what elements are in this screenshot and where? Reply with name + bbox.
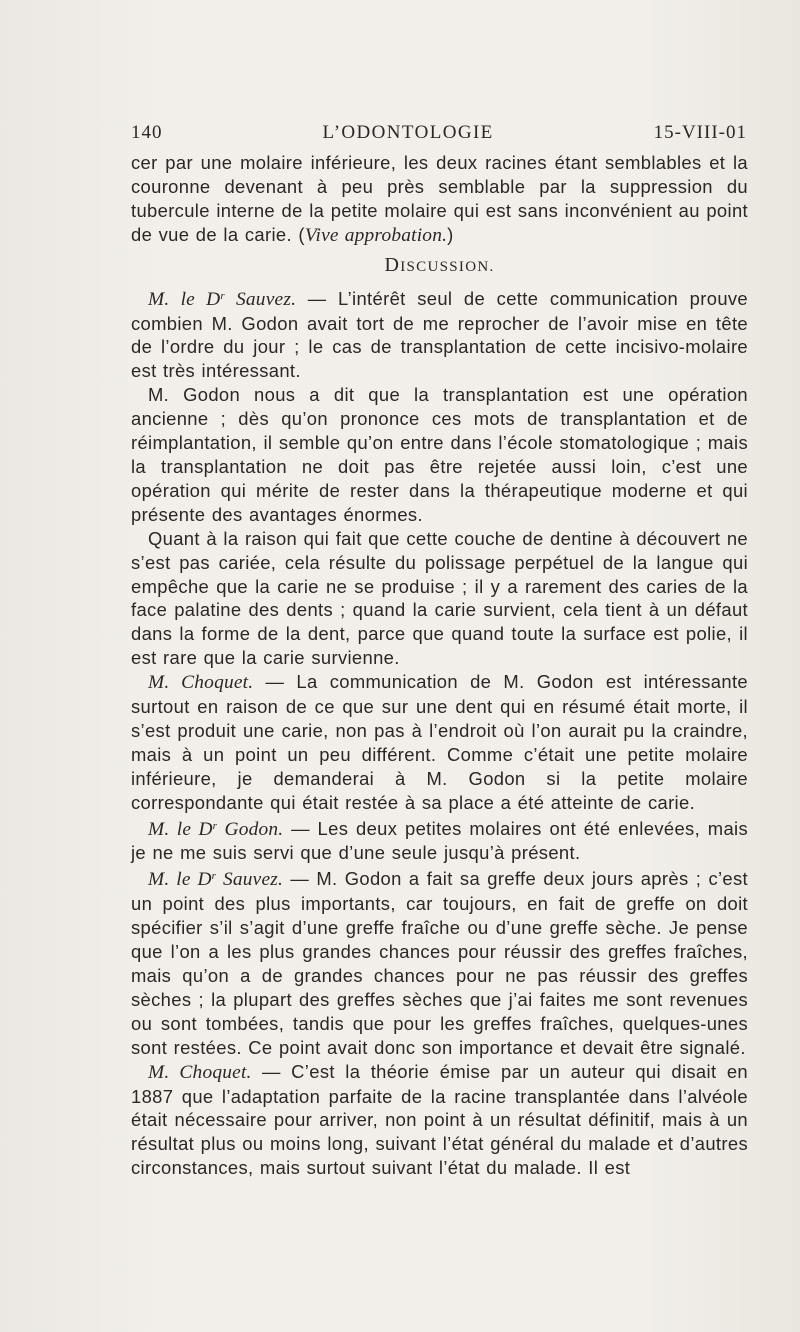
- paragraph-choquet-2: [131, 1060, 748, 1181]
- paragraph-text: Quant à la raison qui fait que cette couche de dentine à découvert ne s’est pas cariée, cela résulte du polissage perpétuel de la langue qui empêche que la carie ne se produise ; il y a rarement des caries de la face palatine des dents ; quand la carie survient, cela tient à un défaut dans la forme de la dent, parce que quand toute la surface est polie, il est rare que la carie survienne.: [131, 527, 748, 669]
- speaker-surname: Sauvez.: [224, 288, 297, 310]
- paragraph-text: — C’est la théorie émise par un auteur qui disait en 1887 que l’adaptation parfaite de la racine transplantée dans l’alvéole était nécessaire pour arriver, non point à un résultat définitif, mais à un résultat plus ou moins long, suivant l’état général du malade et d’autres circonstances, mais surtout suivant l’état du malade. Il est: [131, 1060, 748, 1179]
- paragraph-text: M. Godon nous a dit que la transplantation est une opération ancienne ; dès qu’on prononce ces mots de transplantation et de réimplantation, il semble qu’on entre dans l’école stomatologique ; mais la transplantation ne doit pas être rejetée aussi loin, c’est une opération qui mérite de rester dans la thérapeutique moderne et qui présente des avantages énormes.: [131, 384, 748, 525]
- speaker-sup: r: [220, 289, 225, 302]
- paragraph-continuation: [131, 151, 748, 248]
- paragraph-text: — La communication de M. Godon est intéressante surtout en raison de ce que sur une dent qui en résumé était morte, il s’est produit une carie, non pas à l’endroit où l’on aurait pu la craindre, mais à un point un peu différent. Comme c’était une petite molaire inférieure, je demanderai à M. Godon si la petite molaire correspondante qui était restée à sa place a été atteinte de carie.: [131, 671, 748, 813]
- speaker-surname: Godon.: [217, 818, 284, 840]
- speaker-prefix: M. le D: [148, 818, 213, 840]
- page-number: 140: [131, 122, 163, 143]
- running-head: [131, 121, 747, 145]
- paragraph-choquet-1: [131, 670, 748, 814]
- speaker-surname: Sauvez.: [216, 869, 284, 891]
- paragraph-sauvez-1: [131, 285, 748, 384]
- speaker-prefix: M. le D: [148, 288, 221, 310]
- speaker-name: [148, 819, 283, 840]
- paragraph-sauvez-2: [131, 865, 748, 1059]
- speaker-name: [148, 869, 283, 890]
- heading-initial: D: [384, 253, 401, 276]
- discussion-heading: [131, 253, 748, 279]
- issue-date: 15-VIII-01: [653, 122, 747, 143]
- paragraph-text: — Les deux petites molaires ont été enlevées, mais je ne me suis servi que d’une seule jusqu’à présent.: [131, 817, 749, 864]
- paragraph-godon-reply: [131, 815, 748, 866]
- paragraph-dentine: [131, 527, 748, 670]
- body-text: [131, 151, 748, 1180]
- speaker-prefix: M. le D: [148, 869, 212, 891]
- speaker-name: M. Choquet.: [148, 1061, 252, 1083]
- paragraph-text: — L’intérêt seul de cette communication prouve combien M. Godon avait tort de me reprocher de l’avoir mise en tête de l’ordre du jour ; le cas de transplantation de cette incisivo-molaire est très intéressant.: [131, 287, 749, 382]
- paragraph-godon-transplant: [131, 383, 748, 526]
- applause-note: Vive approbation.: [304, 224, 448, 246]
- paragraph-text: — M. Godon a fait sa greffe deux jours après ; c’est un point des plus importants, car toujours, en fait de greffe on doit spécifier s’il s’agit d’une greffe fraîche ou d’une greffe sèche. Je pense que l’on a les plus grandes chances pour réussir des greffes fraîches, mais qu’on a de grandes chances pour ne pas réussir des greffes sèches ; la plupart des greffes sèches que j’ai faites me sont revenues ou sont tombées, tandis que pour les greffes fraîches, quelques-unes sont restées. Ce point avait donc son importance et devait être signalé.: [131, 868, 749, 1058]
- heading-rest: ISCUSSION.: [400, 258, 495, 275]
- paragraph-text: cer par une molaire inférieure, les deux racines étant semblables et la couronne devenant à peu près semblable par la suppression du tubercule interne de la petite molaire qui est sans inconvénient au point de vue de la carie. (: [131, 152, 748, 245]
- paragraph-text-end: ): [447, 223, 454, 245]
- speaker-name: M. Choquet.: [148, 672, 254, 694]
- journal-title: L’ODONTOLOGIE: [322, 122, 494, 143]
- speaker-sup: r: [211, 870, 217, 883]
- speaker-sup: r: [212, 819, 218, 832]
- speaker-name: [148, 289, 296, 310]
